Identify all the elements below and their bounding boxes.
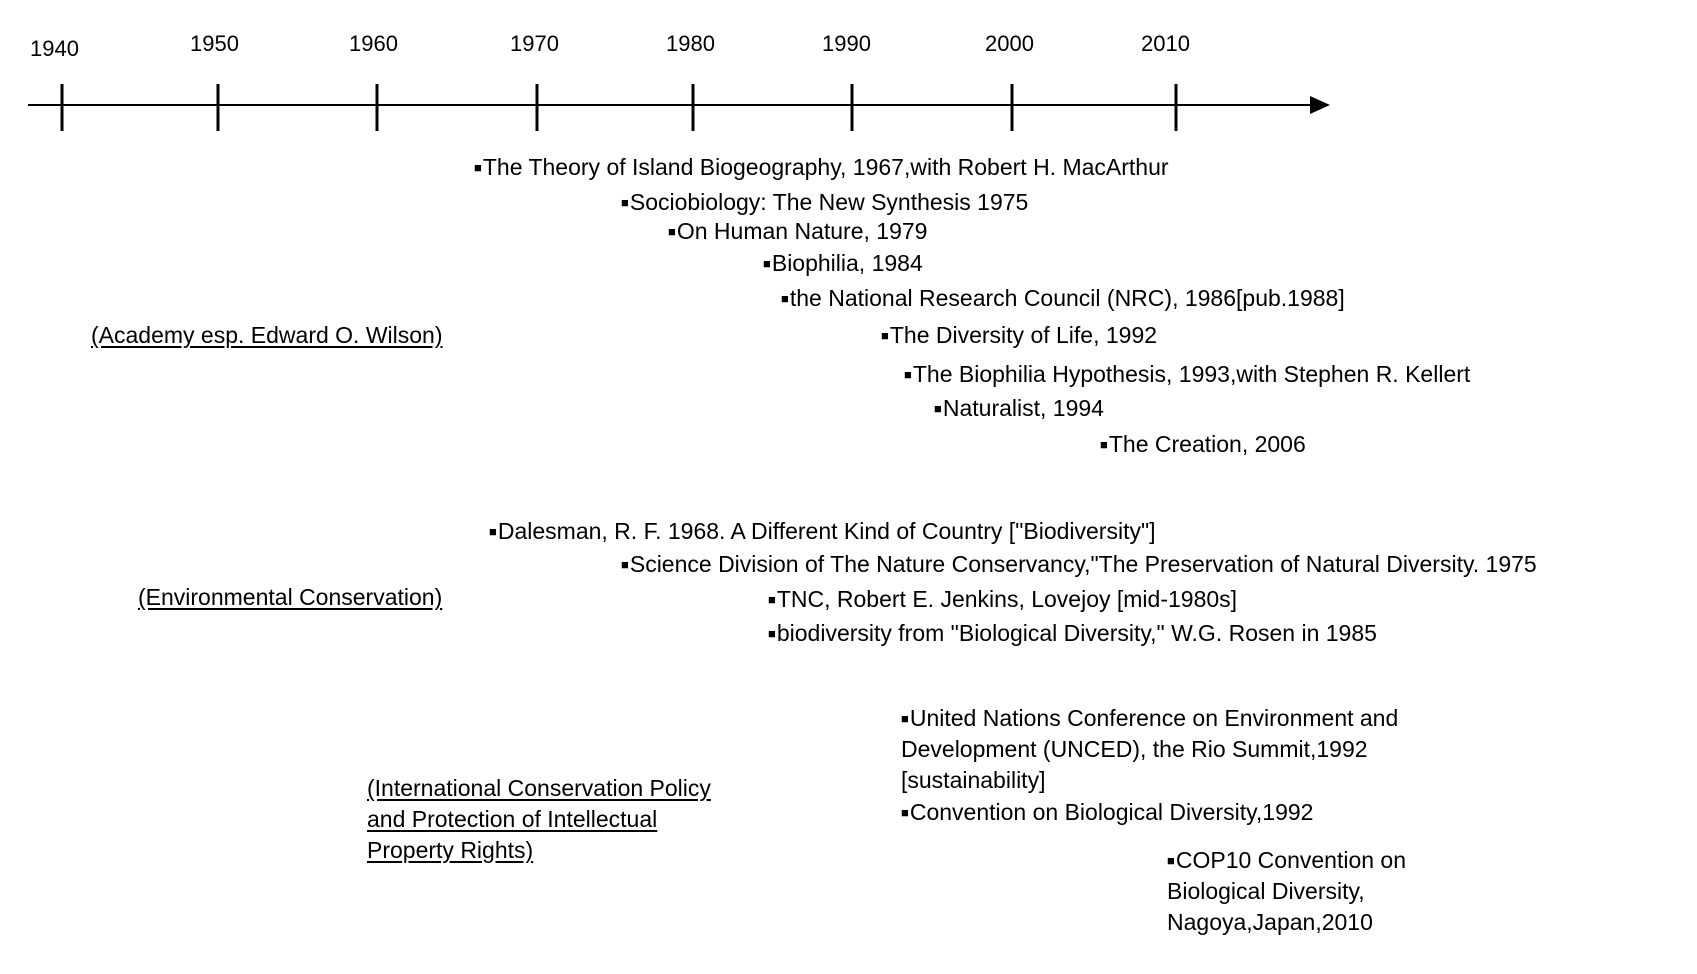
entry-text: Sociobiology: The New Synthesis 1975 — [629, 189, 1029, 215]
bullet-icon: ■ — [489, 524, 497, 539]
category-academy: (Academy esp. Edward O. Wilson) — [91, 322, 443, 348]
category-international-line2: and Protection of Intellectual — [367, 806, 658, 832]
year-label-1950: 1950 — [190, 31, 239, 56]
list-item — [881, 320, 1157, 351]
entry-text: United Nations Conference on Environment and — [909, 705, 1399, 731]
entry-text: The Creation, 2006 — [1108, 431, 1306, 457]
list-item — [621, 549, 1537, 580]
bullet-icon: ■ — [768, 592, 776, 607]
year-label-1990: 1990 — [822, 31, 871, 56]
bullet-icon: ■ — [621, 195, 629, 210]
year-label-2010: 2010 — [1141, 31, 1190, 56]
year-label-1980: 1980 — [666, 31, 715, 56]
unced-line1 — [901, 703, 1398, 734]
entry-text: Naturalist, 1994 — [942, 395, 1104, 421]
bullet-icon: ■ — [763, 256, 771, 271]
bullet-icon: ■ — [1167, 853, 1175, 868]
list-item — [768, 584, 1237, 615]
category-international-line3: Property Rights) — [367, 837, 534, 863]
list-item — [1100, 429, 1306, 460]
bullet-icon: ■ — [768, 626, 776, 641]
entry-text: TNC, Robert E. Jenkins, Lovejoy [mid-1980s] — [776, 586, 1238, 612]
cop10-line3: Nagoya,Japan,2010 — [1167, 909, 1373, 935]
entry-text: The Biophilia Hypothesis, 1993,with Stephen R. Kellert — [912, 361, 1471, 387]
bullet-icon: ■ — [474, 160, 482, 175]
year-label-1970: 1970 — [510, 31, 559, 56]
entry-text: On Human Nature, 1979 — [676, 218, 928, 244]
entry-text: Dalesman, R. F. 1968. A Different Kind of Country ["Biodiversity"] — [497, 518, 1156, 544]
bullet-icon: ■ — [934, 401, 942, 416]
entry-text: Biophilia, 1984 — [771, 250, 923, 276]
bullet-icon: ■ — [901, 805, 909, 820]
bullet-icon: ■ — [621, 557, 629, 572]
bullet-icon: ■ — [781, 291, 789, 306]
category-international — [367, 773, 711, 866]
list-item — [489, 516, 1156, 547]
list-item — [904, 359, 1470, 390]
entry-text: biodiversity from "Biological Diversity," W.G. Rosen in 1985 — [776, 620, 1377, 646]
entry-text: Science Division of The Nature Conservancy,"The Preservation of Natural Diversity. 1975 — [629, 551, 1537, 577]
category-international-line1: (International Conservation Policy — [367, 775, 711, 801]
unced-line3: [sustainability] — [901, 767, 1046, 793]
bullet-icon: ■ — [1100, 437, 1108, 452]
cop10-line2: Biological Diversity, — [1167, 878, 1365, 904]
list-item — [621, 187, 1028, 218]
list-item — [474, 152, 1169, 183]
list-item — [668, 216, 927, 247]
list-item-cbd — [901, 797, 1313, 828]
entry-text: Convention on Biological Diversity,1992 — [909, 799, 1314, 825]
bullet-icon: ■ — [881, 328, 889, 343]
list-item — [934, 393, 1104, 424]
bullet-icon: ■ — [901, 711, 909, 726]
list-item-unced — [901, 703, 1398, 796]
category-environmental: (Environmental Conservation) — [138, 584, 443, 610]
entry-text: the National Research Council (NRC), 1986[pub.1988] — [789, 285, 1345, 311]
year-label-1940: 1940 — [30, 36, 79, 61]
entry-text: The Diversity of Life, 1992 — [889, 322, 1158, 348]
list-item — [768, 618, 1377, 649]
bullet-icon: ■ — [668, 224, 676, 239]
list-item — [763, 248, 923, 279]
entry-text: The Theory of Island Biogeography, 1967,with Robert H. MacArthur — [482, 154, 1169, 180]
year-label-1960: 1960 — [349, 31, 398, 56]
bullet-icon: ■ — [904, 367, 912, 382]
unced-line2: Development (UNCED), the Rio Summit,1992 — [901, 736, 1368, 762]
list-item-cop10 — [1167, 845, 1406, 938]
list-item — [781, 283, 1345, 314]
entry-text: COP10 Convention on — [1175, 847, 1407, 873]
axis-arrowhead — [1310, 96, 1330, 114]
cop10-line1 — [1167, 845, 1406, 876]
year-label-2000: 2000 — [985, 31, 1034, 56]
